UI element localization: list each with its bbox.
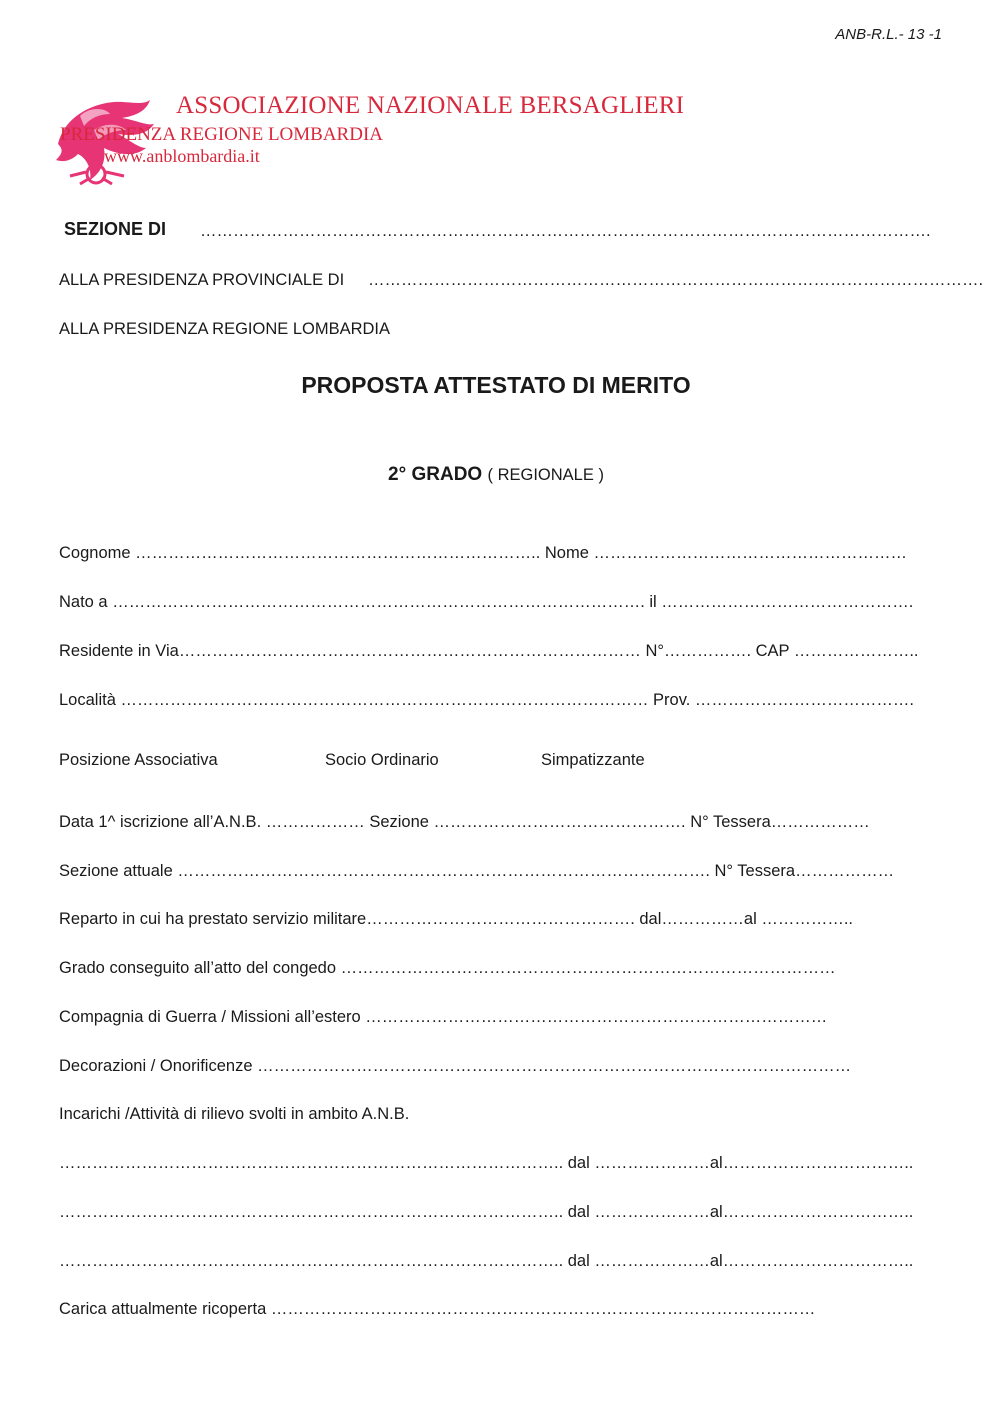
section-field: …………………………………………………………………………………………………………………….: [200, 222, 931, 240]
regional-label: ALLA PRESIDENZA REGIONE LOMBARDIA: [59, 320, 391, 338]
incarico-row: ……………………………………………………………………………….. dal …………………al……………………………..: [59, 1203, 914, 1221]
grade-note: ( REGIONALE ): [487, 466, 604, 484]
field-residente: Residente in Via………………………………………………………………………… N°……………. CAP …………………..: [59, 642, 919, 660]
field-nato: Nato a ……………………………………………………………………………………. il ……………………………………….: [59, 593, 914, 611]
incarico-row: ……………………………………………………………………………….. dal …………………al……………………………..: [59, 1252, 914, 1270]
field-grado: Grado conseguito all’atto del congedo ………………………………………………………………………………: [59, 959, 836, 977]
option-simpatizzante: Simpatizzante: [541, 751, 645, 769]
field-data-iscrizione: Data 1^ iscrizione all’A.N.B. ……………… Sezione ………………………………………. N° Tessera………………: [59, 813, 870, 831]
section-label: SEZIONE DI: [64, 219, 167, 239]
grade-main: 2° GRADO: [388, 464, 483, 485]
field-reparto: Reparto in cui ha prestato servizio militare…………………………………………. dal……………al ……………..: [59, 910, 853, 928]
org-name: ASSOCIAZIONE NAZIONALE BERSAGLIERI: [176, 92, 685, 119]
incarichi-label: Incarichi /Attività di rilievo svolti in ambito A.N.B.: [59, 1105, 410, 1123]
option-socio-ordinario: Socio Ordinario: [325, 751, 439, 769]
field-cognome: Cognome ……………………………………………………………….. Nome …………………………………………………: [59, 544, 907, 562]
field-decorazioni: Decorazioni / Onorificenze ………………………………………………………………………………………………: [59, 1057, 852, 1075]
field-sezione-attuale: Sezione attuale ……………………………………………………………………………………. N° Tessera………………: [59, 862, 895, 880]
document-title: PROPOSTA ATTESTATO DI MERITO: [301, 372, 691, 398]
field-localita: Località …………………………………………………………………………………… Prov. ………………………………….: [59, 691, 914, 709]
field-compagnia: Compagnia di Guerra / Missioni all’estero …………………………………………………………………………: [59, 1008, 828, 1026]
document-code: ANB-R.L.- 13 -1: [835, 26, 942, 43]
provincial-label: ALLA PRESIDENZA PROVINCIALE DI: [59, 271, 345, 289]
provincial-field: ………………………………………………………………………………………………….: [368, 271, 984, 289]
grade-line: [0, 464, 992, 486]
presidency-name: PRESIDENZA REGIONE LOMBARDIA: [60, 124, 383, 145]
posizione-label: Posizione Associativa: [59, 751, 218, 769]
incarico-row: ……………………………………………………………………………….. dal …………………al……………………………..: [59, 1154, 914, 1172]
field-carica: Carica attualmente ricoperta ………………………………………………………………………………………: [59, 1300, 816, 1318]
website: www.anblombardia.it: [104, 146, 260, 166]
